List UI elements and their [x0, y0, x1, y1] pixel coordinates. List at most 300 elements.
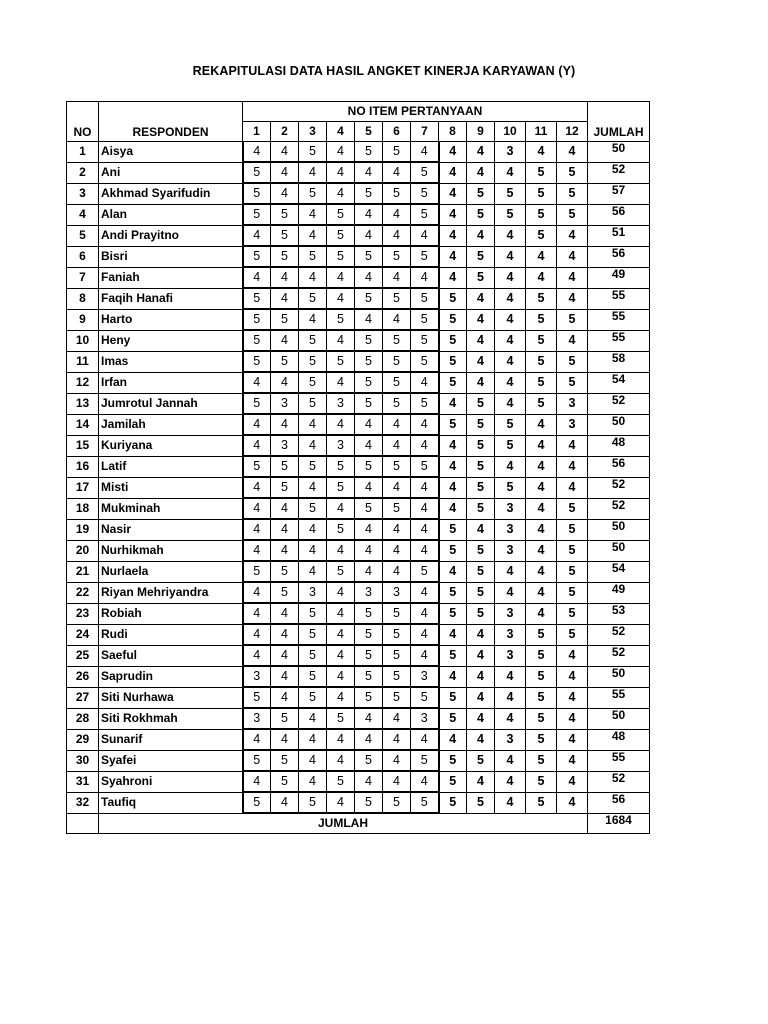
respondent-name: Syahroni [99, 771, 243, 792]
score-item-11: 5 [526, 624, 557, 645]
score-item-1: 4 [243, 624, 271, 645]
score-item-10: 3 [495, 498, 526, 519]
score-item-10: 4 [495, 666, 526, 687]
respondent-name: Nurlaela [99, 561, 243, 582]
header-item-10: 10 [495, 122, 526, 142]
score-item-9: 4 [467, 309, 495, 330]
header-item-9: 9 [467, 122, 495, 142]
score-item-3: 4 [299, 729, 327, 750]
score-item-3: 5 [299, 183, 327, 204]
score-item-12: 4 [557, 246, 588, 267]
score-item-7: 4 [411, 582, 439, 603]
respondent-name: Syafei [99, 750, 243, 771]
score-item-12: 4 [557, 750, 588, 771]
score-item-1: 5 [243, 792, 271, 813]
table-row [67, 540, 650, 561]
row-number: 15 [67, 435, 99, 456]
score-item-5: 4 [355, 267, 383, 288]
score-item-8: 4 [439, 498, 467, 519]
table-row [67, 288, 650, 309]
header-item-3: 3 [299, 122, 327, 142]
score-item-7: 5 [411, 288, 439, 309]
row-total: 55 [588, 309, 650, 330]
score-item-4: 4 [327, 624, 355, 645]
score-item-4: 5 [327, 351, 355, 372]
score-item-9: 5 [467, 414, 495, 435]
score-item-9: 4 [467, 708, 495, 729]
score-item-4: 5 [327, 309, 355, 330]
score-item-8: 4 [439, 267, 467, 288]
header-no: NO [67, 102, 99, 142]
score-item-9: 4 [467, 729, 495, 750]
score-item-12: 5 [557, 582, 588, 603]
score-item-12: 4 [557, 142, 588, 163]
score-item-6: 5 [383, 246, 411, 267]
score-item-3: 4 [299, 750, 327, 771]
score-item-9: 5 [467, 561, 495, 582]
respondent-name: Misti [99, 477, 243, 498]
score-item-7: 4 [411, 519, 439, 540]
table-row [67, 162, 650, 183]
score-item-8: 5 [439, 687, 467, 708]
score-item-12: 4 [557, 666, 588, 687]
score-item-11: 5 [526, 687, 557, 708]
score-item-4: 4 [327, 372, 355, 393]
respondent-name: Taufiq [99, 792, 243, 813]
score-item-10: 3 [495, 645, 526, 666]
score-item-4: 5 [327, 708, 355, 729]
score-item-11: 5 [526, 330, 557, 351]
score-item-5: 4 [355, 729, 383, 750]
score-item-12: 4 [557, 435, 588, 456]
score-item-9: 4 [467, 624, 495, 645]
score-item-1: 5 [243, 687, 271, 708]
respondent-name: Latif [99, 456, 243, 477]
score-item-5: 5 [355, 645, 383, 666]
score-item-3: 5 [299, 666, 327, 687]
score-item-11: 5 [526, 666, 557, 687]
score-item-12: 4 [557, 729, 588, 750]
score-item-12: 4 [557, 687, 588, 708]
table-row [67, 561, 650, 582]
score-item-3: 5 [299, 498, 327, 519]
score-item-6: 5 [383, 666, 411, 687]
score-item-1: 4 [243, 498, 271, 519]
score-item-8: 5 [439, 351, 467, 372]
score-item-1: 5 [243, 561, 271, 582]
score-item-10: 4 [495, 750, 526, 771]
score-item-4: 4 [327, 142, 355, 163]
score-item-10: 5 [495, 477, 526, 498]
score-item-7: 5 [411, 393, 439, 414]
score-item-4: 4 [327, 330, 355, 351]
score-item-8: 4 [439, 624, 467, 645]
score-item-11: 4 [526, 498, 557, 519]
score-item-8: 5 [439, 792, 467, 813]
score-item-12: 5 [557, 351, 588, 372]
score-item-9: 5 [467, 267, 495, 288]
score-item-12: 5 [557, 498, 588, 519]
respondent-name: Mukminah [99, 498, 243, 519]
header-item-1: 1 [243, 122, 271, 142]
row-total: 58 [588, 351, 650, 372]
row-total: 55 [588, 288, 650, 309]
score-item-5: 4 [355, 708, 383, 729]
score-item-12: 5 [557, 540, 588, 561]
score-item-7: 4 [411, 729, 439, 750]
score-item-6: 5 [383, 372, 411, 393]
score-item-9: 5 [467, 204, 495, 225]
score-item-10: 4 [495, 708, 526, 729]
table-row [67, 204, 650, 225]
score-item-1: 3 [243, 666, 271, 687]
respondent-name: Faqih Hanafi [99, 288, 243, 309]
score-item-8: 5 [439, 771, 467, 792]
respondent-name: Ani [99, 162, 243, 183]
row-number: 5 [67, 225, 99, 246]
score-item-9: 4 [467, 330, 495, 351]
score-item-3: 5 [299, 603, 327, 624]
respondent-name: Akhmad Syarifudin [99, 183, 243, 204]
respondent-name: Imas [99, 351, 243, 372]
score-item-1: 4 [243, 142, 271, 163]
row-number: 11 [67, 351, 99, 372]
score-item-6: 4 [383, 750, 411, 771]
table-row [67, 645, 650, 666]
row-total: 56 [588, 456, 650, 477]
score-item-5: 5 [355, 687, 383, 708]
score-item-4: 5 [327, 246, 355, 267]
score-item-10: 4 [495, 687, 526, 708]
score-item-9: 5 [467, 246, 495, 267]
row-number: 26 [67, 666, 99, 687]
score-item-7: 4 [411, 603, 439, 624]
table-row [67, 624, 650, 645]
score-item-2: 5 [271, 204, 299, 225]
score-item-2: 4 [271, 519, 299, 540]
row-total: 50 [588, 666, 650, 687]
score-item-1: 4 [243, 540, 271, 561]
score-item-10: 4 [495, 372, 526, 393]
score-item-5: 4 [355, 771, 383, 792]
score-item-2: 4 [271, 603, 299, 624]
score-item-11: 4 [526, 540, 557, 561]
score-item-7: 4 [411, 498, 439, 519]
score-item-2: 5 [271, 561, 299, 582]
score-item-10: 3 [495, 142, 526, 163]
score-item-5: 4 [355, 162, 383, 183]
score-item-1: 4 [243, 435, 271, 456]
score-item-11: 5 [526, 183, 557, 204]
row-total: 54 [588, 561, 650, 582]
score-item-5: 5 [355, 393, 383, 414]
score-item-10: 5 [495, 435, 526, 456]
respondent-name: Nurhikmah [99, 540, 243, 561]
score-item-11: 5 [526, 309, 557, 330]
score-item-6: 4 [383, 267, 411, 288]
score-item-2: 4 [271, 330, 299, 351]
score-item-12: 3 [557, 414, 588, 435]
row-total: 50 [588, 142, 650, 163]
score-item-7: 3 [411, 666, 439, 687]
score-item-6: 5 [383, 330, 411, 351]
score-item-1: 5 [243, 393, 271, 414]
respondent-name: Alan [99, 204, 243, 225]
score-item-7: 5 [411, 750, 439, 771]
score-item-6: 4 [383, 477, 411, 498]
score-item-12: 4 [557, 456, 588, 477]
score-item-4: 4 [327, 183, 355, 204]
score-item-9: 5 [467, 603, 495, 624]
row-total: 52 [588, 162, 650, 183]
score-item-2: 4 [271, 267, 299, 288]
table-body [67, 142, 650, 814]
score-item-12: 4 [557, 771, 588, 792]
score-item-10: 4 [495, 162, 526, 183]
score-item-1: 5 [243, 456, 271, 477]
respondent-name: Kuriyana [99, 435, 243, 456]
row-number: 9 [67, 309, 99, 330]
table-row [67, 666, 650, 687]
score-item-2: 3 [271, 435, 299, 456]
score-item-8: 4 [439, 393, 467, 414]
row-number: 31 [67, 771, 99, 792]
score-item-7: 5 [411, 162, 439, 183]
row-total: 52 [588, 393, 650, 414]
score-item-8: 4 [439, 204, 467, 225]
footer-jumlah-label: JUMLAH [99, 813, 588, 834]
score-item-10: 4 [495, 309, 526, 330]
score-item-4: 5 [327, 456, 355, 477]
table-row [67, 603, 650, 624]
score-item-10: 4 [495, 582, 526, 603]
score-item-8: 5 [439, 414, 467, 435]
score-item-11: 4 [526, 435, 557, 456]
score-item-4: 4 [327, 267, 355, 288]
respondent-name: Aisya [99, 142, 243, 163]
score-item-1: 4 [243, 225, 271, 246]
score-item-2: 5 [271, 708, 299, 729]
score-item-3: 4 [299, 414, 327, 435]
score-item-3: 4 [299, 519, 327, 540]
score-item-3: 4 [299, 708, 327, 729]
score-item-8: 5 [439, 288, 467, 309]
score-item-3: 4 [299, 435, 327, 456]
row-total: 49 [588, 582, 650, 603]
score-item-2: 5 [271, 456, 299, 477]
respondent-name: Heny [99, 330, 243, 351]
score-item-7: 5 [411, 792, 439, 813]
respondent-name: Saprudin [99, 666, 243, 687]
score-item-10: 3 [495, 603, 526, 624]
score-item-12: 4 [557, 330, 588, 351]
score-item-2: 5 [271, 477, 299, 498]
score-item-4: 5 [327, 204, 355, 225]
score-item-6: 4 [383, 309, 411, 330]
score-item-9: 4 [467, 142, 495, 163]
score-item-8: 5 [439, 708, 467, 729]
score-item-12: 3 [557, 393, 588, 414]
score-item-12: 5 [557, 162, 588, 183]
score-item-12: 4 [557, 477, 588, 498]
score-item-2: 4 [271, 142, 299, 163]
score-item-4: 5 [327, 225, 355, 246]
score-item-2: 4 [271, 729, 299, 750]
score-item-10: 4 [495, 267, 526, 288]
score-item-12: 5 [557, 561, 588, 582]
table-row [67, 330, 650, 351]
score-item-3: 5 [299, 246, 327, 267]
score-item-5: 5 [355, 624, 383, 645]
score-item-3: 5 [299, 372, 327, 393]
row-number: 14 [67, 414, 99, 435]
score-item-2: 4 [271, 666, 299, 687]
score-item-1: 5 [243, 750, 271, 771]
row-number: 30 [67, 750, 99, 771]
score-item-3: 4 [299, 267, 327, 288]
score-item-6: 5 [383, 393, 411, 414]
score-item-3: 4 [299, 162, 327, 183]
score-item-5: 4 [355, 477, 383, 498]
row-total: 48 [588, 435, 650, 456]
score-item-4: 3 [327, 393, 355, 414]
score-item-7: 4 [411, 645, 439, 666]
score-item-9: 4 [467, 225, 495, 246]
score-item-7: 4 [411, 435, 439, 456]
row-number: 27 [67, 687, 99, 708]
row-total: 49 [588, 267, 650, 288]
table-row [67, 456, 650, 477]
score-item-5: 4 [355, 561, 383, 582]
score-item-5: 3 [355, 582, 383, 603]
row-number: 32 [67, 792, 99, 813]
score-item-1: 5 [243, 162, 271, 183]
score-item-6: 5 [383, 351, 411, 372]
respondent-name: Andi Prayitno [99, 225, 243, 246]
score-item-1: 5 [243, 183, 271, 204]
row-total: 51 [588, 225, 650, 246]
score-item-7: 4 [411, 372, 439, 393]
row-number: 23 [67, 603, 99, 624]
score-item-11: 5 [526, 729, 557, 750]
row-total: 56 [588, 246, 650, 267]
table-row [67, 792, 650, 813]
score-item-6: 5 [383, 603, 411, 624]
score-item-2: 4 [271, 162, 299, 183]
score-item-11: 5 [526, 750, 557, 771]
score-item-11: 5 [526, 645, 557, 666]
score-item-1: 4 [243, 771, 271, 792]
score-item-6: 5 [383, 183, 411, 204]
score-item-1: 4 [243, 414, 271, 435]
score-item-5: 5 [355, 330, 383, 351]
score-item-9: 4 [467, 351, 495, 372]
score-item-7: 5 [411, 246, 439, 267]
header-item-group: NO ITEM PERTANYAAN [243, 102, 588, 122]
row-total: 50 [588, 540, 650, 561]
score-item-12: 4 [557, 645, 588, 666]
score-item-9: 5 [467, 792, 495, 813]
score-item-6: 4 [383, 414, 411, 435]
score-item-3: 4 [299, 771, 327, 792]
score-item-7: 5 [411, 687, 439, 708]
grand-total: 1684 [588, 813, 650, 834]
score-item-3: 4 [299, 540, 327, 561]
score-item-3: 5 [299, 792, 327, 813]
score-item-9: 4 [467, 519, 495, 540]
row-number: 4 [67, 204, 99, 225]
score-item-7: 5 [411, 204, 439, 225]
row-number: 13 [67, 393, 99, 414]
row-total: 55 [588, 687, 650, 708]
row-number: 18 [67, 498, 99, 519]
header-responden: RESPONDEN [99, 102, 243, 142]
score-item-6: 4 [383, 708, 411, 729]
score-item-11: 5 [526, 792, 557, 813]
score-item-3: 5 [299, 393, 327, 414]
score-item-6: 4 [383, 540, 411, 561]
score-item-1: 5 [243, 246, 271, 267]
score-item-12: 5 [557, 624, 588, 645]
score-item-8: 5 [439, 330, 467, 351]
score-item-4: 4 [327, 687, 355, 708]
score-item-4: 4 [327, 645, 355, 666]
score-item-6: 4 [383, 225, 411, 246]
score-item-2: 5 [271, 750, 299, 771]
score-item-8: 4 [439, 456, 467, 477]
row-total: 52 [588, 645, 650, 666]
score-item-4: 4 [327, 666, 355, 687]
score-item-7: 4 [411, 477, 439, 498]
score-item-4: 4 [327, 603, 355, 624]
score-item-4: 5 [327, 519, 355, 540]
score-item-6: 5 [383, 687, 411, 708]
score-item-10: 3 [495, 519, 526, 540]
score-item-8: 4 [439, 435, 467, 456]
score-item-7: 5 [411, 561, 439, 582]
score-item-8: 4 [439, 246, 467, 267]
score-item-8: 5 [439, 540, 467, 561]
score-item-9: 4 [467, 687, 495, 708]
score-item-7: 4 [411, 142, 439, 163]
score-item-11: 5 [526, 204, 557, 225]
score-item-11: 5 [526, 162, 557, 183]
row-total: 55 [588, 330, 650, 351]
score-item-2: 4 [271, 540, 299, 561]
score-item-12: 4 [557, 225, 588, 246]
score-item-5: 5 [355, 666, 383, 687]
table-row [67, 519, 650, 540]
row-total: 50 [588, 414, 650, 435]
score-item-7: 5 [411, 183, 439, 204]
respondent-name: Faniah [99, 267, 243, 288]
row-number: 6 [67, 246, 99, 267]
page-title: REKAPITULASI DATA HASIL ANGKET KINERJA KARYAWAN (Y) [192, 64, 576, 78]
table-row [67, 708, 650, 729]
score-item-12: 5 [557, 183, 588, 204]
score-item-6: 4 [383, 162, 411, 183]
score-item-7: 4 [411, 540, 439, 561]
respondent-name: Siti Rokhmah [99, 708, 243, 729]
score-item-2: 4 [271, 414, 299, 435]
score-item-3: 4 [299, 204, 327, 225]
score-item-3: 4 [299, 561, 327, 582]
score-item-1: 5 [243, 351, 271, 372]
respondent-name: Irfan [99, 372, 243, 393]
header-item-4: 4 [327, 122, 355, 142]
score-item-4: 5 [327, 561, 355, 582]
row-number: 29 [67, 729, 99, 750]
